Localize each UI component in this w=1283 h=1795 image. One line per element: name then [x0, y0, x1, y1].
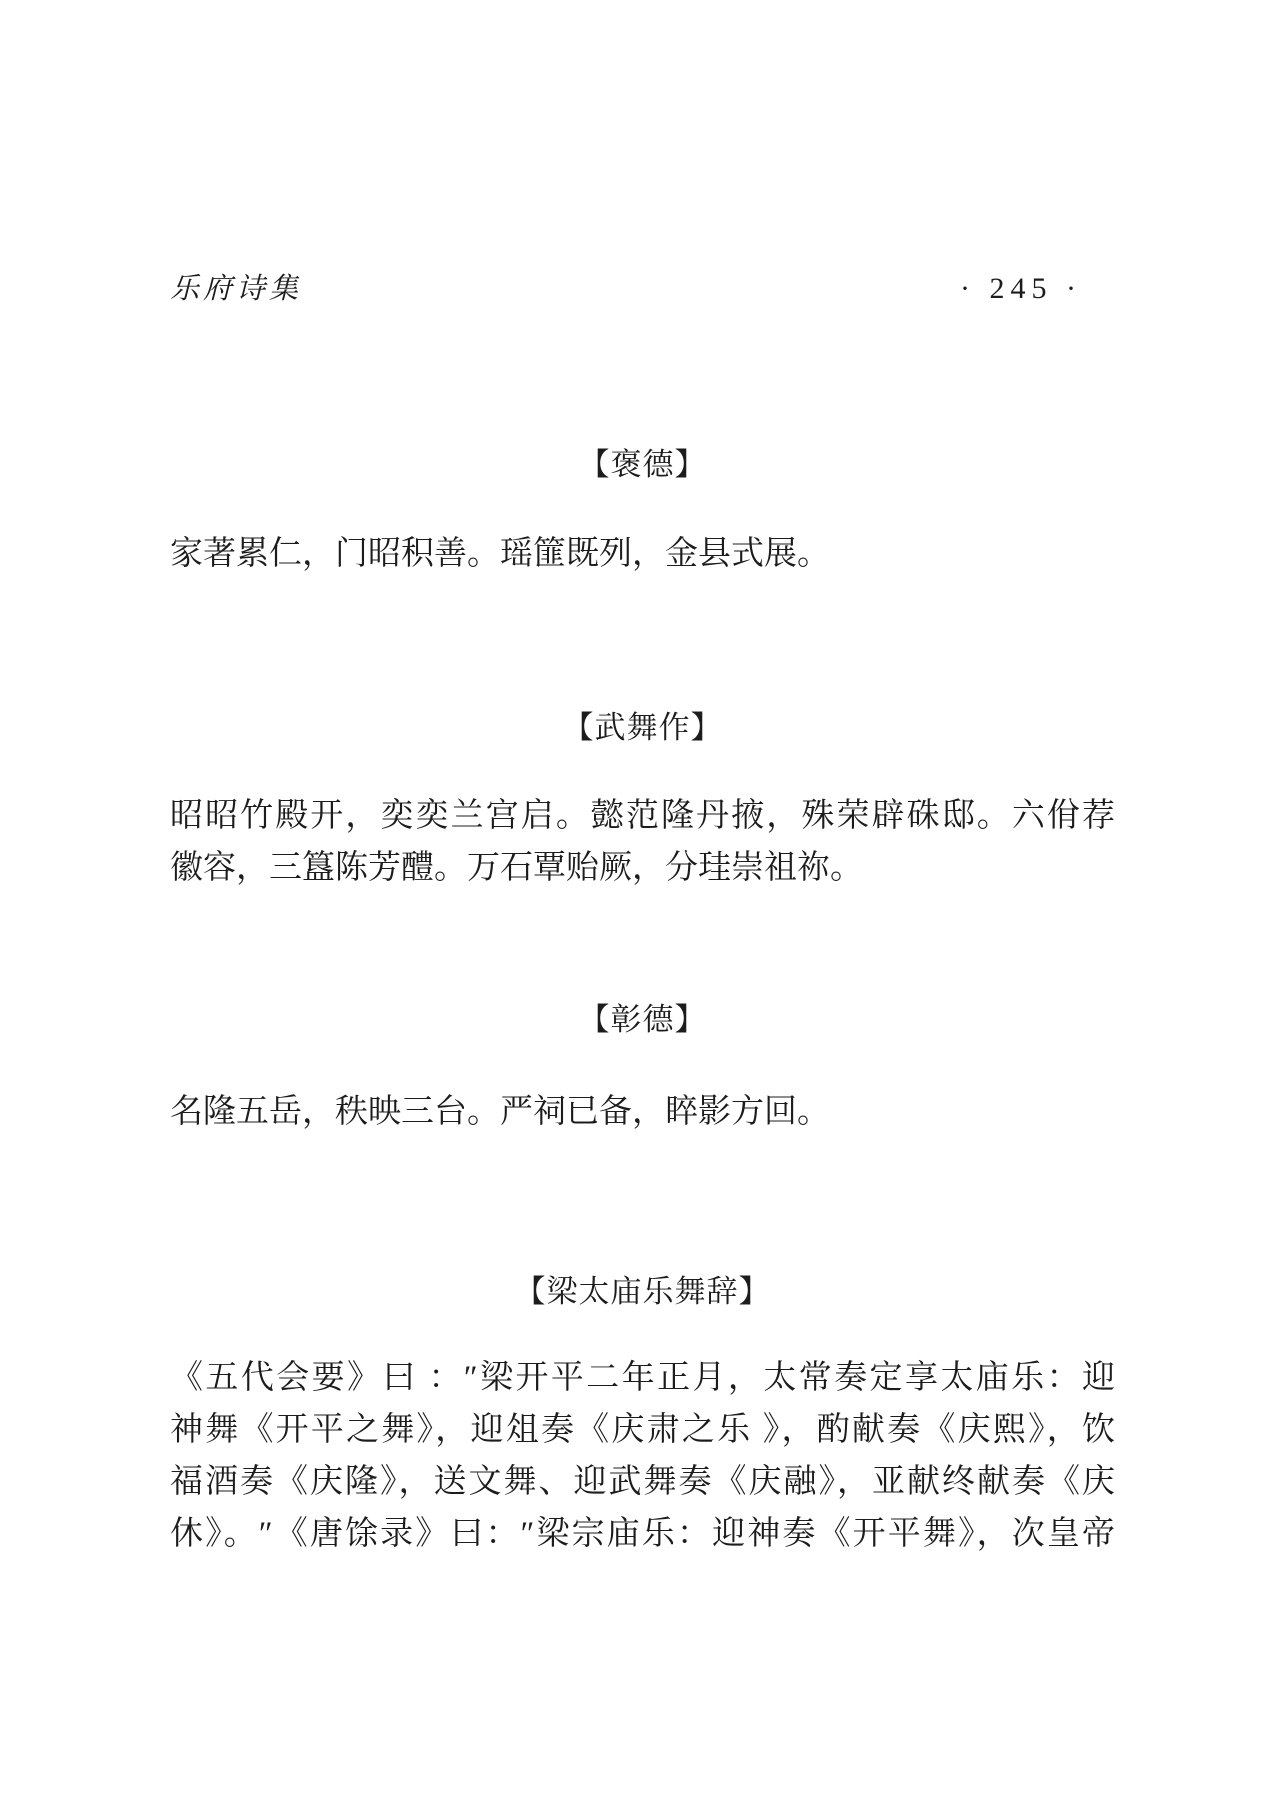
prose-text-liang-taimiao [170, 1352, 1115, 1560]
running-head-book-title: 乐府诗集 [170, 273, 303, 305]
section-title-liang-taimiao: 【梁太庙乐舞辞】 [514, 1274, 771, 1309]
text-line: 福酒奏《庆隆》，送文舞、迎武舞奏《庆融》，亚献终献奏《庆 [170, 1464, 1115, 1500]
text-line: 家著累仁，门昭积善。瑶篚既列，金县式展。 [170, 536, 830, 572]
text-line: 昭昭竹殿开，奕奕兰宫启。懿范隆丹掖，殊荣辟硃邸。六佾荐 [170, 798, 1115, 834]
page-number: · 245 · [960, 272, 1082, 305]
poem-text-wuwuzuo [170, 790, 1115, 894]
text-line: 休》。″《唐馀录》曰：″梁宗庙乐：迎神奏《开平舞》，次皇帝 [170, 1516, 1115, 1552]
section-title-baode: 【褒德】 [578, 447, 707, 482]
section-title-wuwuzuo: 【武舞作】 [562, 710, 723, 745]
text-line: 徽容，三簋陈芳醴。万石覃贻厥，分珪崇祖祢。 [170, 850, 863, 886]
poem-text-baode [170, 528, 1115, 580]
text-line: 《五代会要》曰 ：″梁开平二年正月，太常奏定享太庙乐：迎 [170, 1360, 1115, 1396]
page-header [170, 266, 1082, 307]
text-line: 神舞《开平之舞》，迎俎奏《庆肃之乐 》，酌献奏《庆熙》，饮 [170, 1412, 1115, 1448]
text-line: 名隆五岳，秩映三台。严祠已备，睟影方回。 [170, 1094, 830, 1130]
poem-text-zhangde [170, 1086, 1115, 1138]
section-title-zhangde: 【彰德】 [578, 1002, 707, 1037]
